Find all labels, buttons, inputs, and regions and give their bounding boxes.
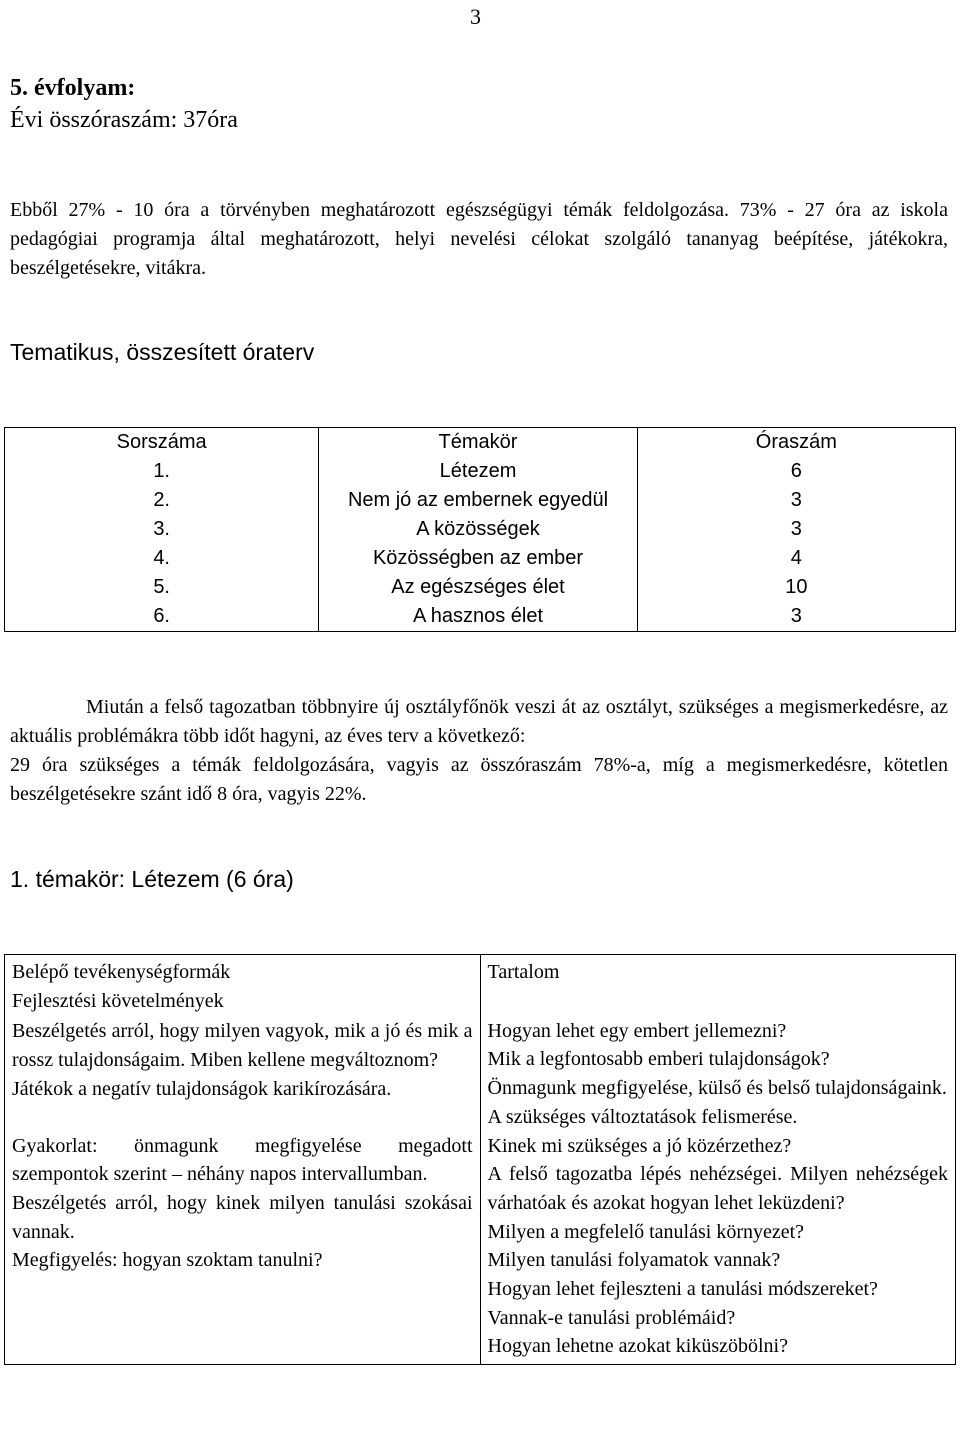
topic1-title: 1. témakör: Létezem (6 óra) bbox=[10, 866, 294, 892]
intro-text: Ebből 27% - 10 óra a törvényben meghatározott egészségügyi témák feldolgozása. 73% - 27 óra az iskola pedagógiai programja által meghatározott, helyi nevelési célokat szolgáló tananyag beépítése, játékokra, beszélgetésekre, vitákra. bbox=[10, 199, 948, 279]
list-item: Kinek mi szükséges a jó közérzethez? bbox=[487, 1134, 792, 1157]
summary-header-row bbox=[5, 428, 956, 458]
total-hours: Évi összóraszám: 37óra bbox=[10, 107, 238, 133]
explanation-line-1: Miután a felső tagozatban többnyire új osztályfőnök veszi át az osztályt, szükséges a megismerkedésre, az aktuális problémákra több időt hagyni, az éves terv a következő: bbox=[10, 696, 948, 747]
list-item: Hogyan lehetne azokat kiküszöbölni? bbox=[487, 1335, 788, 1358]
list-item: Milyen a megfelelő tanulási környezet? bbox=[487, 1220, 805, 1243]
list-item: Vannak-e tanulási problémáid? bbox=[487, 1306, 736, 1329]
right-header: Tartalom bbox=[487, 961, 560, 983]
row-hours: 4 bbox=[637, 544, 955, 573]
row-topic: A közösségek bbox=[319, 515, 637, 544]
topic-table bbox=[4, 954, 956, 1365]
list-item: Beszélgetés arról, hogy milyen vagyok, mik a jó és mik a rossz tulajdonságaim. Miben kellene megváltoznom? bbox=[12, 1020, 473, 1072]
topic-row bbox=[5, 955, 956, 1365]
explanation-line-2: 29 óra szükséges a témák feldolgozására, vagyis az összóraszám 78%-a, míg a megismerkedésre, kötetlen beszélgetésekre szánt idő 8 óra, vagyis 22%. bbox=[10, 754, 948, 805]
header-topic: Témakör bbox=[319, 428, 637, 458]
table-row bbox=[5, 602, 956, 632]
list-item: Játékok a negatív tulajdonságok karikírozására. bbox=[12, 1077, 392, 1100]
page-number: 3 bbox=[470, 4, 481, 29]
row-topic: Nem jó az embernek egyedül bbox=[319, 486, 637, 515]
header-hours: Óraszám bbox=[637, 428, 955, 458]
row-number: 1. bbox=[5, 457, 319, 486]
list-item: Mik a legfontosabb emberi tulajdonságok? bbox=[487, 1048, 830, 1071]
row-number: 2. bbox=[5, 486, 319, 515]
list-item: A szükséges változtatások felismerése. bbox=[487, 1105, 798, 1128]
left-header-1: Belépő tevékenységformák bbox=[12, 961, 231, 983]
row-hours: 10 bbox=[637, 573, 955, 602]
activities-column bbox=[5, 955, 481, 1365]
row-topic: A hasznos élet bbox=[319, 602, 637, 632]
list-item: A felső tagozatba lépés nehézségei. Milyen nehézségek várhatóak és azokat hogyan lehet leküzdeni? bbox=[487, 1163, 948, 1214]
table-row bbox=[5, 573, 956, 602]
row-number: 4. bbox=[5, 544, 319, 573]
list-item: Hogyan lehet fejleszteni a tanulási módszereket? bbox=[487, 1278, 878, 1301]
table-row bbox=[5, 457, 956, 486]
list-item: Hogyan lehet egy embert jellemezni? bbox=[487, 1019, 787, 1042]
grade-heading: 5. évfolyam: bbox=[10, 75, 136, 101]
row-topic: Közösségben az ember bbox=[319, 544, 637, 573]
left-header-2: Fejlesztési követelmények bbox=[12, 989, 224, 1012]
header-number: Sorszáma bbox=[5, 428, 319, 458]
table-row bbox=[5, 515, 956, 544]
row-topic: Létezem bbox=[319, 457, 637, 486]
summary-table bbox=[4, 427, 956, 632]
row-number: 3. bbox=[5, 515, 319, 544]
row-number: 5. bbox=[5, 573, 319, 602]
list-item: Milyen tanulási folyamatok vannak? bbox=[487, 1249, 781, 1272]
list-item: Megfigyelés: hogyan szoktam tanulni? bbox=[12, 1249, 323, 1272]
row-topic: Az egészséges élet bbox=[319, 573, 637, 602]
row-hours: 6 bbox=[637, 457, 955, 486]
row-hours: 3 bbox=[637, 486, 955, 515]
table-row bbox=[5, 544, 956, 573]
content-column bbox=[480, 955, 955, 1365]
list-item: Önmagunk megfigyelése, külső és belső tulajdonságaink. bbox=[487, 1077, 947, 1100]
list-item: Gyakorlat: önmagunk megfigyelése megadott szempontok szerint – néhány napos intervallumban. bbox=[12, 1134, 473, 1186]
table-row bbox=[5, 486, 956, 515]
row-hours: 3 bbox=[637, 602, 955, 632]
row-number: 6. bbox=[5, 602, 319, 632]
intro-paragraph bbox=[10, 196, 948, 283]
row-hours: 3 bbox=[637, 515, 955, 544]
list-item: Beszélgetés arról, hogy kinek milyen tanulási szokásai vannak. bbox=[12, 1191, 473, 1243]
thematic-title: Tematikus, összesített óraterv bbox=[10, 339, 315, 365]
explanation-paragraph bbox=[10, 693, 948, 809]
